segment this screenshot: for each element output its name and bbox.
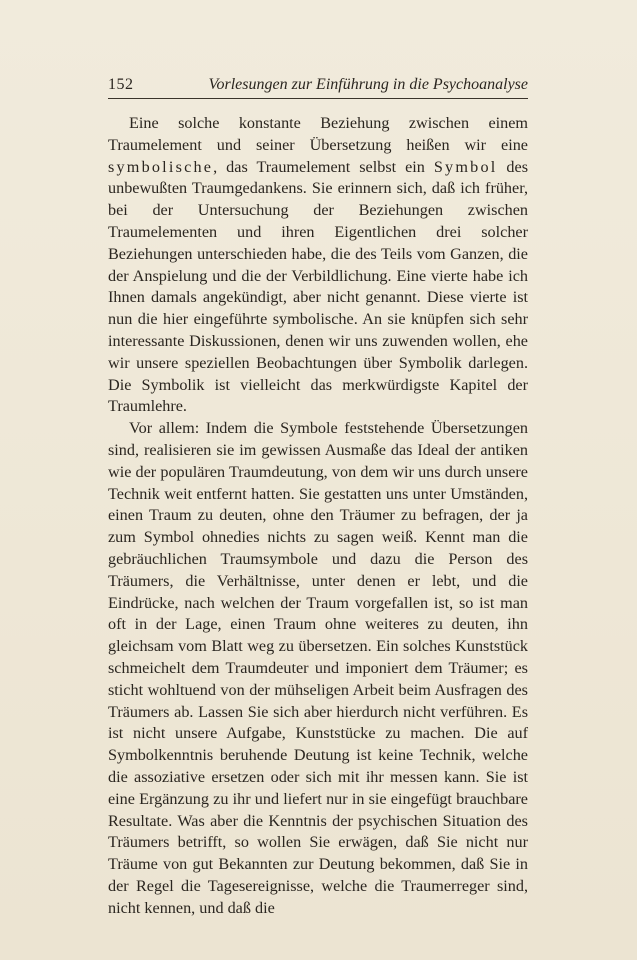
body-text	[108, 113, 528, 919]
page-header	[108, 76, 528, 99]
running-head: Vorlesungen zur Einführung in die Psychoanalyse	[208, 76, 528, 93]
spaced-term-symbolische: symbolische	[108, 157, 214, 176]
spaced-term-symbol: Symbol	[433, 157, 498, 176]
page-number: 152	[108, 76, 134, 93]
paragraph-1-text-end: des unbewußten Traumgedankens. Sie erinnern sich, daß ich früher, bei der Untersuchung der Beziehungen zwischen Traumelementen und ihren Eigentlichen drei solcher Beziehungen unterschieden habe, die des Teils vom Ganzen, die der Anspielung und die der Verbildlichung. Eine vierte habe ich Ihnen damals angekündigt, aber nicht genannt. Diese vierte ist nun die hier eingeführte symbolische. An sie knüpfen sich sehr interessante Diskussionen, denen wir uns zuwenden wollen, ehe wir unsere speziellen Beobachtungen über Symbolik darlegen. Die Symbolik ist vielleicht das merkwürdigste Kapitel der Traumlehre.	[108, 157, 528, 416]
paragraph-1-text-start: Eine solche konstante Beziehung zwischen einem Traumelement und seiner Übersetzung heißen wir eine	[108, 114, 528, 154]
paragraph-1-text-middle: , das Traumelement selbst ein	[213, 157, 434, 176]
paragraph-2: Vor allem: Indem die Symbole feststehende Übersetzungen sind, realisieren sie im gewissen Ausmaße das Ideal der antiken wie der populären Traumdeutung, von dem wir uns durch unsere Technik weit entfernt hatten. Sie gestatten uns unter Umständen, einen Traum zu deuten, ohne den Träumer zu befragen, der ja zum Symbol ohnedies nichts zu sagen weiß. Kennt man die gebräuchlichen Traumsymbole und dazu die Person des Träumers, die Verhältnisse, unter denen er lebt, und die Eindrücke, nach welchen der Traum vorgefallen ist, so ist man oft in der Lage, einen Traum ohne weiteres zu deuten, ihn gleichsam vom Blatt weg zu übersetzen. Ein solches Kunststück schmeichelt dem Traumdeuter und imponiert dem Träumer; es sticht wohltuend von der mühseligen Arbeit beim Ausfragen des Träumers ab. Lassen Sie sich aber hierdurch nicht verführen. Es ist nicht unsere Aufgabe, Kunststücke zu machen. Die auf Symbolkenntnis beruhende Deutung ist keine Technik, welche die assoziative ersetzen oder sich mit ihr messen kann. Sie ist eine Ergänzung zu ihr und liefert nur in sie eingefügt brauchbare Resultate. Was aber die Kenntnis der psychischen Situation des Träumers betrifft, so wollen Sie erwägen, daß Sie nicht nur Träume von gut Bekannten zur Deutung bekommen, daß Sie in der Regel die Tagesereignisse, welche die Traumerreger sind, nicht kennen, und daß die	[108, 419, 528, 917]
paragraph-1	[108, 113, 528, 418]
